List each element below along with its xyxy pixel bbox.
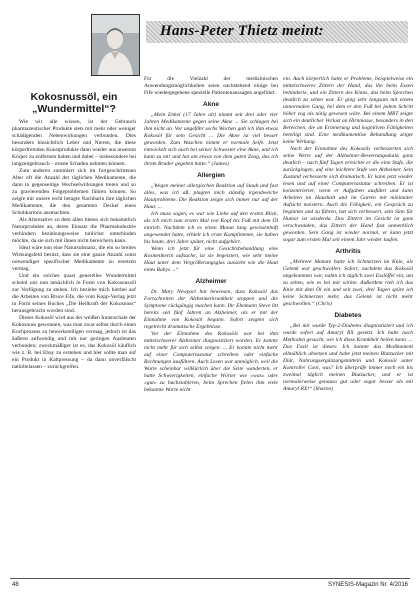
section-heading-arthritis: Arthritis	[335, 248, 361, 255]
body-paragraph: Ideal wäre nun eine Natursubstanz, die ein so breites Wirkungsfeld besitzt, dass sie eine ganze Anzahl sonst notwendiger spezifischer Medikamente zu ersetzen vermag.	[12, 245, 136, 272]
quote-paragraph: „Bei mir wurde Typ-2-Diabetes diagnostiziert und ich wurde sofort auf Amaryl RX gesetzt. Ich habe nach Methoden gesucht, wie ich diese Krankheit heilen kann. ... Das Fazit ist dieses: Ich konnte das Medikament allmählich absetzen und habe jetzt meinen Blutzucker mit Diät, Nahrungsergänzungsmitteln und Kokosöl unter Kontrolle! Cool, was? Ich überprüfe immer noch ein bis zweimal täglich meinen Blutzucker, und er ist normalerweise genauso gut oder sogar besser als mit Amaryl RX!“ (Sharon)	[283, 323, 413, 392]
quote-paragraph: Nach der Einnahme des Kokosöls verbesserten sich seine Werte auf der Alzheimer-Bewertungsskala ganz deutlich – nach fünf Tagen erreichte er die eine Stufe, die zurückgingen, auf eine leichtere Stufe von Alzheimer. Sein Zustand verbesserte sich dramatisch. Er kann jetzt wieder lesen und auf einer Computertastatur schreiben. Er ist konzentrierter, wenn er Aufgaben ausführt und kann Arbeiten im Haushalt und im Garten mit minimaler Aufsicht meistern. Auch die Fähigkeit, ein Gespräch zu beginnen und zu führen, hat sich verbessert, sein Sinn für Humor ist wiederda. Das Zittern im Gesicht ist ganz verschwunden, das Zittern der Hand fast unmerklich geworden. Sein Gang ist wieder normal, er kann jetzt sogar zum ersten Mal seit einem Jahr wieder laufen.	[283, 146, 413, 243]
article-title: Kokosnussöl, ein „Wundermittel“?	[30, 91, 118, 115]
body-paragraph: Zum anderen summiert sich im fortgeschrittenen Alter oft die Anzahl der täglichen Medikamente, die dann in gegenseitige Wechselwirkungen treten und so zu gravierenden Folgeproblemen führen können. So zeigte mir unsere recht betagte Nachbarin ihre täglichen Medikamente, die den gesamten Deckel eines Schuhkartons ausmachten.	[12, 168, 136, 216]
intro-paragraph: Für die Vielzahl der medizinischen Anwendungsmöglichkeiten seien nachstehend einige bei Fife wiedergegebene spezielle Patientenaussagen angeführt.	[144, 76, 278, 96]
body-paragraph: Als Alternative zu dem allen bieten sich bekanntlich Naturprodukte an, deren Einsatz die Pharmaindustrie verhindern beziehungsweise tunlichst unterbinden möchte, da sie sich mit ihnen nicht bereichern kann.	[12, 217, 136, 244]
section-heading-diabetes: Diabetes	[334, 312, 362, 319]
quote-paragraph: „Mein Enkel (17 Jahre alt) nimmt seit drei oder vier Jahren Medikamente gegen seine Akne ... Sie schlugen bei ihm nicht an. Vor ungefähr sechs Wochen gab ich ihm etwas Kokosöl für sein Gesicht ... Die Akne ist viel besser geworden. Zum Waschen nimmt er normale Seife. Jetzt entwickelt sich auch bei seiner Schwester eine Akne, und ich kann zu mir und hat am etwas von dem guten Zeug, das ich ihrem Bruder gegeben hatte.“ (James)	[144, 112, 278, 167]
quote-paragraph: „Wegen meiner allergischen Reaktion auf Staub und fast alles, was ich aß, plagten mich ständig irgendwelche Hautprobleme. Die Reaktion zeigte sich immer nur auf der Haut. ...	[144, 183, 278, 210]
author-photo-image	[92, 15, 139, 75]
body-paragraph: Und ein solches quasi generelles Wundermittel scheint uns nun tatsächlich in Form von Kokosnussöl zur Verfügung zu stehen. Ich beziehe mich hierbei auf die Arbeiten von Bruce Fife, die vom Kopp-Verlag jetzt in Form seines Buches „Die Heilkraft der Kokosnuss“ herausgebracht worden sind.	[12, 273, 136, 314]
page-footer	[10, 578, 410, 589]
body-paragraph: Dieses Kokosöl wird aus der weißen Innenschale der Kokosnuss gewonnen, was man zwar selbst durch einen Kochprozess zu bewerkstelligen vermag, jedoch ist das äußerst aufwendig und mit nur geringen Ausbeuten verbunden; zweckmäßiger ist es, das Kokosöl käuflich wie z. B. bei Ebay zu erstehen und hier sollte man auf ein Produkt in Kaltpressung – da dann unverfälscht natürbelassen – zurückgreifen.	[12, 315, 136, 370]
issue-label: SYNESIS-Magazin Nr. 4/2016	[327, 582, 408, 588]
section-heading-akne: Akne	[203, 101, 219, 108]
section-heading-alzheimer: Alzheimer	[195, 278, 227, 285]
quote-paragraph: Dr. Mary Newport hat bewiesen, dass Kokosöl das Fortschreiten der Alzheimerkrankheit stoppen und die Symptome rückgängig machen kann. Ihr Ehemann Steve litt bereits seit fünf Jahren an Alzheimer, als er mit der Einnahme von Kokosöl begann. Sofort zeigten sich regelrecht dramatische Ergebnisse.	[144, 289, 278, 330]
author-heading: Hans-Peter Thietz meint:	[160, 23, 324, 39]
quote-paragraph: „Mehrere Monate hatte ich Schmerzen im Knie, als Gelenk war geschwollen. Sofort, nachdem das Kokosöl angekommen war, nahm ich täglich zwei Esslöffel ein, um zu sehen, wie es bei mir wirkte. Außerdem rieb ich das Knie mit dem Öl ein und seit zwei, drei Tagen spüre ich keine Schmerzen mehr, das Gelenk ist nicht mehr geschwollen.“ (Chris)	[283, 259, 413, 307]
quote-paragraph: ein. Auch körperlich hatte er Probleme, beispielweise ein mittelschweres Zittern der Hand, das ihn beim Essen behinderte, und ein Zittern des Kinns, das beim Sprechen deutlich zu sehen war. Er ging sehr langsam mit einem unnormalen Gang, bei dem er den Fuß bei jedem Schritt höher zog als nötig gewesen wäre. Bei einem MRT zeigte sich ein deutlicher Verlust an Hirnmasse, besonders in den Bereichen, die an Erinnerung und kognitiven Fähigkeiten beteiligt sind. Eine medikamentöse Behandlung zeigte keine Wirkung.	[283, 76, 413, 145]
quote-paragraph: Vor der Einnahme des Kokosöls war bei ihm mittelschwerer Alzheimer diagnostiziert worden. Er konnte nicht mehr für sich selbst sorgen. ... Er konnte nicht mehr auf einer Computertastatur schreiben oder einfache Rechnungen ausführen. Auch Lesen war unmöglich, weil die Worte scheinbar willkürlich über die Seite wanderten, er hatte Schwierigkeiten, einfache Wörter wie «was» oder «gut» zu buchstabieren, beim Sprechen fielen ihm viele bekannte Worte nicht	[144, 331, 278, 393]
body-paragraph: Wie wir alle wissen, ist der Gebrauch pharmazeutischer Produkte stets mit mehr oder weniger schädigenden Nebenwirkungen verbunden. Dies besonders hinsichtlich Leber und Nieren, die diese körperfremden Kunstprodukte dann wieder aus unserem Körper zu entfernen haben und dabei – insbesondere bei langzeitgebrauch – ernste Schaden nehmen können.	[12, 119, 137, 167]
column-3	[283, 76, 413, 393]
quote-paragraph: Wenn ich jetzt für eine Gesichtsbehandlung eine Kosmetikerin aufsuche, ist sie begeistert, wie sehr meine Haut unter dem Vergrößerungsglas aussieht wie die Haut eines Babys ...“	[144, 246, 278, 273]
author-photo	[91, 14, 140, 76]
column-2	[144, 76, 278, 394]
quote-paragraph: Ich muss sagen, es war wie Liebe auf den ersten Blick, als ich mich zum ersten Mal von Kopf bis Fuß mit dem Öl einrieb. Nachdem ich es einen Monat lang gewissenhaft angewendet hatte, erhielt ich erste Komplimente, sie haben bis heute, drei Jahre später, nicht aufgehört.	[144, 211, 278, 245]
section-heading-allergien: Allergien	[197, 172, 225, 179]
page-number: 48	[12, 582, 19, 588]
column-1	[12, 91, 136, 371]
